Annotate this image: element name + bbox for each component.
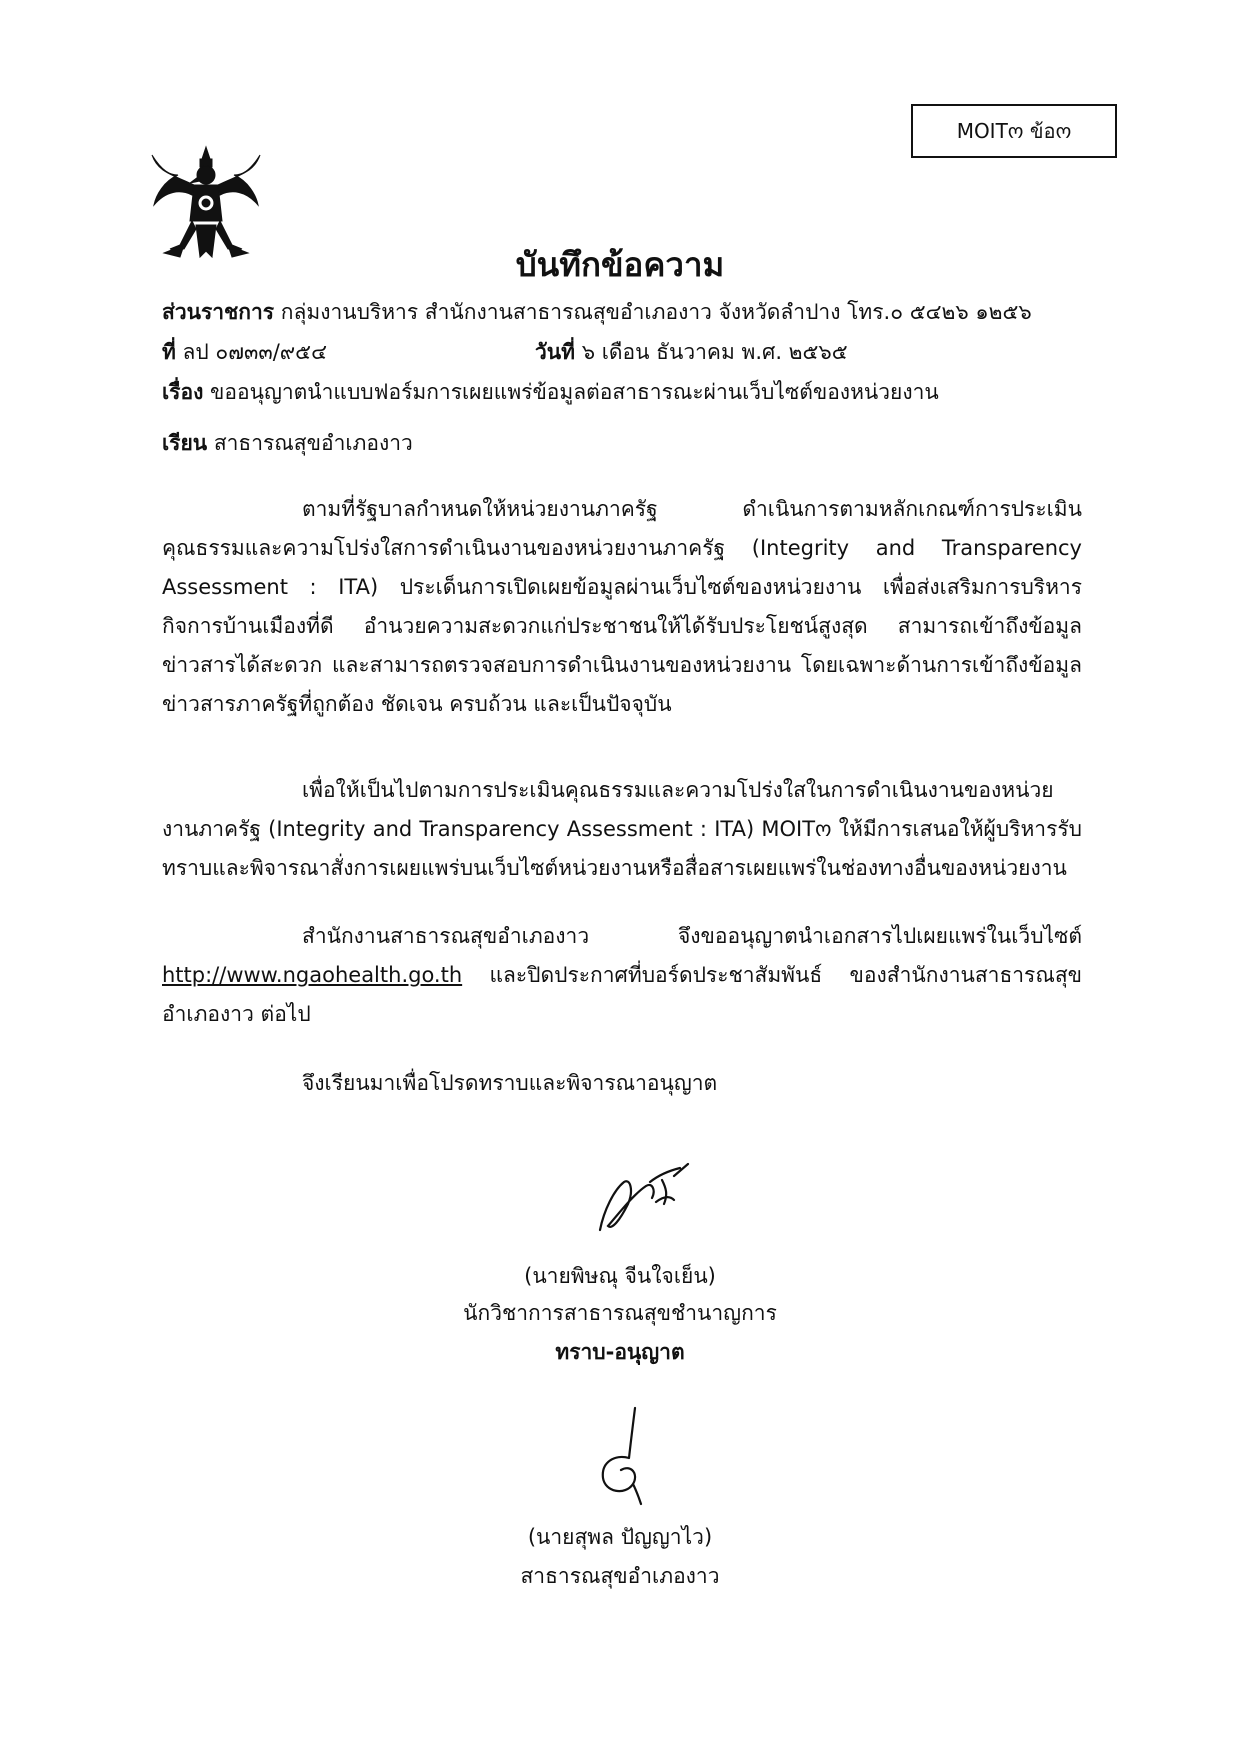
department-value: กลุ่มงานบริหาร สำนักงานสาธารณสุขอำเภองาว จังหวัดลำปาง โทร.๐ ๕๔๒๖ ๑๒๕๖ <box>280 300 1032 324</box>
signer-1-position: นักวิชาการสาธารณสุขชำนาญการ <box>463 1301 777 1325</box>
subject-label: เรื่อง <box>162 380 204 404</box>
subject-line <box>162 377 1082 407</box>
website-link[interactable]: http://www.ngaohealth.go.th <box>162 963 463 987</box>
body-paragraph-2: เพื่อให้เป็นไปตามการประเมินคุณธรรมและความโปร่งใสในการดำเนินงานของหน่วยงานภาครัฐ (Integrity and Transparency Assessment : ITA) MOITო ให้มีการเสนอให้ผู้บริหารรับทราบและพิจารณาสั่งการเผยแพร่บนเว็บไซต์หน่วยงานหรือสื่อสารเผยแพร่ในช่องทางอื่นของหน่วยงาน <box>162 778 1082 880</box>
department-line <box>162 297 1082 327</box>
date-label: วันที่ <box>535 340 575 364</box>
signature-1-image <box>590 1160 700 1240</box>
date-line <box>535 337 1035 367</box>
body-paragraph-1: ตามที่รัฐบาลกำหนดให้หน่วยงานภาครัฐ ดำเนินการตามหลักเกณฑ์การประเมินคุณธรรมและความโปร่งใสการดำเนินงานของหน่วยงานภาครัฐ (Integrity and Transparency Assessment : ITA) ประเด็นการเปิดเผยข้อมูลผ่านเว็บไซต์ของหน่วยงาน เพื่อส่งเสริมการบริหารกิจการบ้านเมืองที่ดี อำนวยความสะดวกแก่ประชาชนให้ได้รับประโยชน์สูงสุด สามารถเข้าถึงข้อมูลข่าวสารได้สะดวก และสามารถตรวจสอบการดำเนินงานของหน่วยงาน โดยเฉพาะด้านการเข้าถึงข้อมูลข่าวสารภาครัฐที่ถูกต้อง ชัดเจน ครบถ้วน และเป็นปัจจุบัน <box>162 497 1082 716</box>
memo-title: บันทึกข้อความ <box>515 245 725 284</box>
document-tag-text: MOITო ข้อო <box>956 119 1072 143</box>
recipient-line <box>162 428 1082 458</box>
signer-1-name: (นายพิษณุ จีนใจเย็น) <box>524 1264 716 1288</box>
date-value: ๖ เดือน ธันวาคม พ.ศ. ๒๕๖๕ <box>581 340 848 364</box>
paragraph-3-text-b: และปิดประกาศที่บอร์ดประชาสัมพันธ์ ของสำนักงานสาธารณสุขอำเภองาว ต่อไป <box>162 963 1082 1026</box>
recipient-label: เรียน <box>162 431 208 455</box>
signature-2-image <box>585 1400 665 1510</box>
department-label: ส่วนราชการ <box>162 300 275 324</box>
reference-label: ที่ <box>162 340 176 364</box>
signer-2-name: (นายสุพล ปัญญาไว) <box>527 1525 713 1549</box>
signer-2-position: สาธารณสุขอำเภองาว <box>520 1564 720 1588</box>
body-paragraph-3 <box>162 917 1082 1034</box>
closing-paragraph: จึงเรียนมาเพื่อโปรดทราบและพิจารณาอนุญาต <box>302 1071 718 1095</box>
approval-text: ทราบ-อนุญาต <box>555 1340 685 1364</box>
recipient-value: สาธารณสุขอำเภองาว <box>213 431 413 455</box>
paragraph-3-text-a: สำนักงานสาธารณสุขอำเภองาว จึงขออนุญาตนำเอกสารไปเผยแพร่ในเว็บไซต์ <box>302 924 1082 948</box>
subject-value: ขออนุญาตนำแบบฟอร์มการเผยแพร่ข้อมูลต่อสาธารณะผ่านเว็บไซต์ของหน่วยงาน <box>210 380 939 404</box>
document-tag-box <box>911 104 1117 158</box>
garuda-emblem-icon <box>150 145 262 263</box>
reference-value: ลป ๐๗๓๓/๙๕๔ <box>182 340 327 364</box>
